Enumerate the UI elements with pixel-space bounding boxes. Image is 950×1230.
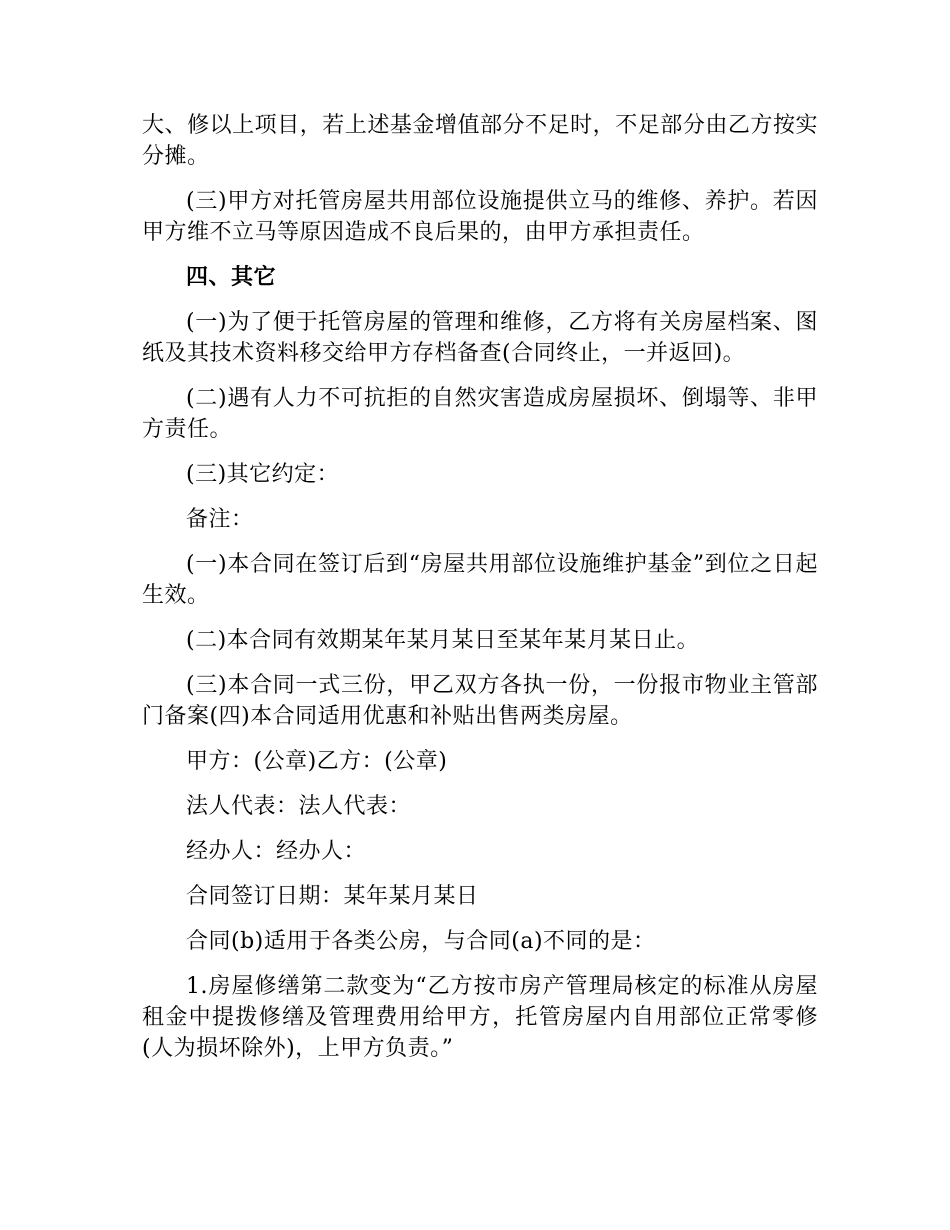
paragraph-remarks-label: 备注： <box>186 507 254 532</box>
paragraph-continuation: 大、修以上项目，若上述基金增值部分不足时，不足部分由乙方按实分摊。 <box>142 113 818 169</box>
section-heading-other: 四、其它 <box>186 265 277 290</box>
signature-parties-line: 甲方：(公章)乙方：(公章) <box>186 749 448 774</box>
paragraph-clause-3-other-terms: (三)其它约定： <box>186 462 340 487</box>
paragraph-clause-3-maintenance: (三)甲方对托管房屋共用部位设施提供立马的维修、养护。若因甲方维不立马等原因造成不良后果的，由甲方承担责任。 <box>142 189 818 245</box>
paragraph-remark-3-copies: (三)本合同一式三份，甲乙双方各执一份，一份报市物业主管部门备案(四)本合同适用优惠和补贴出售两类房屋。 <box>142 673 818 729</box>
signature-handler-line: 经办人：经办人： <box>186 839 367 864</box>
paragraph-remark-2-validity: (二)本合同有效期某年某月某日至某年某月某日止。 <box>186 628 700 653</box>
paragraph-contract-b-intro: 合同(b)适用于各类公房，与合同(a)不同的是： <box>186 929 656 954</box>
paragraph-clause-1-archives: (一)为了便于托管房屋的管理和维修，乙方将有关房屋档案、图纸及其技术资料移交给甲方存档备查(合同终止，一并返回)。 <box>142 310 818 366</box>
document-body <box>142 110 818 1078</box>
paragraph-contract-b-item-1: 1.房屋修缮第二款变为“乙方按市房产管理局核定的标准从房屋租金中提拨修缮及管理费用给甲方，托管房屋内自用部位正常零修(人为损坏除外)，上甲方负责。” <box>142 974 818 1061</box>
signature-legal-rep-line: 法人代表：法人代表： <box>186 794 412 819</box>
paragraph-remark-1-effective: (一)本合同在签订后到“房屋共用部位设施维护基金”到位之日起生效。 <box>142 552 818 608</box>
signing-date-line: 合同签订日期：某年某月某日 <box>186 884 479 909</box>
paragraph-clause-2-force-majeure: (二)遇有人力不可抗拒的自然灾害造成房屋损坏、倒塌等、非甲方责任。 <box>142 386 818 442</box>
